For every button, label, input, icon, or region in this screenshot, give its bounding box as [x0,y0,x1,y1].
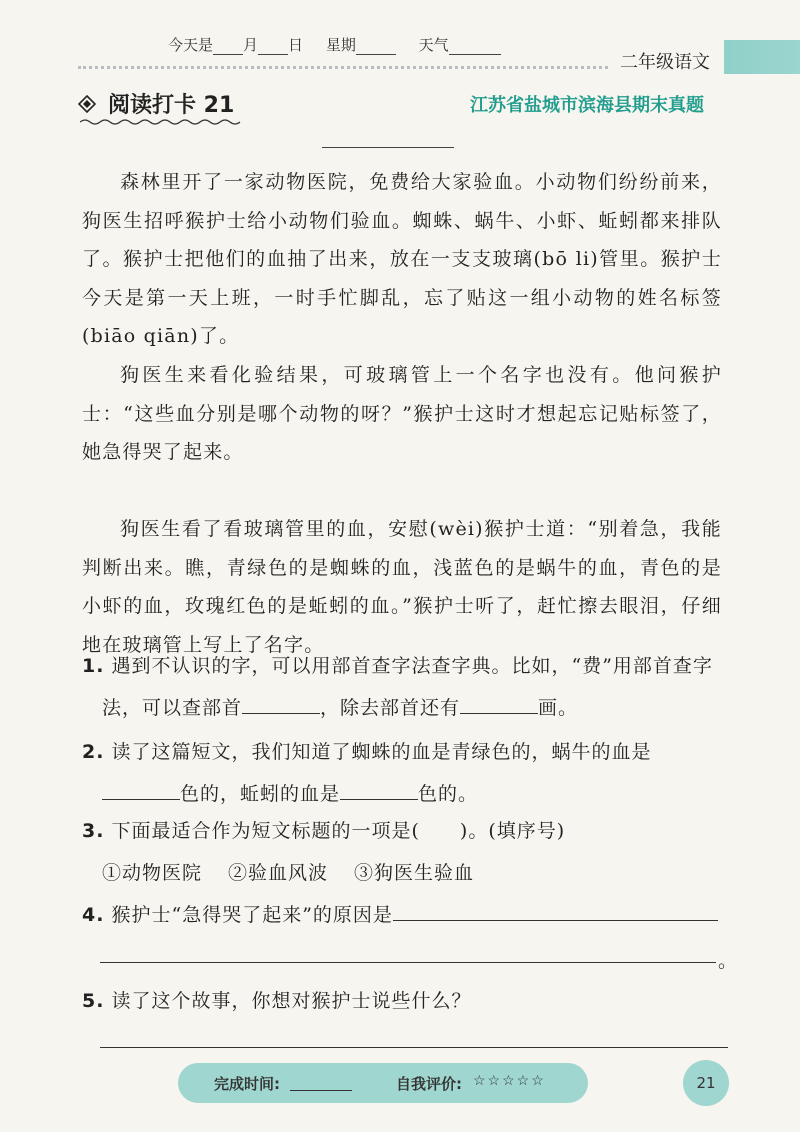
question-number: 4. [82,904,105,926]
passage-paragraph-3: 狗医生看了看玻璃管里的血，安慰(wèi)猴护士道：“别着急，我能判断出来。瞧，青绿色的是蜘蛛的血，浅蓝色的是蜗牛的血，青色的是小虾的血，玫瑰红色的是蚯蚓的血。”猴护士听了，赶忙擦去眼泪，仔细地在玻璃管上写上了名字。 [82,518,722,656]
weather-blank[interactable] [449,54,501,55]
story-title-blank [322,147,454,148]
date-prefix: 今天是 [168,36,214,54]
passage-paragraph-2: 狗医生来看化验结果，可玻璃管上一个名字也没有。他问猴护士：“这些血分别是哪个动物的呀？”猴护士这时才想起忘记贴标签了，她急得哭了起来。 [82,364,722,463]
question-text: 色的。 [418,783,479,805]
question-text: 画。 [538,697,579,719]
grade-subject-label: 二年级语文 [620,52,710,73]
option-2[interactable]: ②验血风波 [228,862,329,884]
question-text: 猴护士“急得哭了起来”的原因是 [111,904,393,926]
weekday-label: 星期 [325,36,356,54]
question-5 [82,980,732,1022]
weekday-blank[interactable] [356,54,396,55]
answer-line[interactable] [100,1047,728,1048]
month-blank[interactable] [213,54,243,55]
question-number: 5. [82,990,105,1012]
completion-time-blank[interactable] [290,1090,352,1091]
question-number: 3. [82,820,105,842]
weather-label: 天气 [418,36,449,54]
question-2 [82,731,732,815]
answer-blank[interactable] [242,691,320,714]
question-text: ，除去部首还有 [320,697,461,719]
date-line [168,34,501,55]
question-text: 遇到不认识的字，可以用部首查字法查字典。比如，“费”用部首查字 [111,655,713,677]
answer-blank[interactable] [340,777,418,800]
answer-line[interactable] [100,962,716,963]
passage-paragraph-1: 森林里开了一家动物医院，免费给大家验血。小动物们纷纷前来，狗医生招呼猴护士给小动物们验血。蜘蛛、蜗牛、小虾、蚯蚓都来排队了。猴护士把他们的血抽了出来，放在一支支玻璃(bō li)管里。猴护士今天是第一天上班，一时手忙脚乱，忘了贴这一组小动物的姓名标签(biāo qiān)了。 [82,171,722,347]
answer-blank[interactable] [460,691,538,714]
option-3[interactable]: ③狗医生验血 [354,862,475,884]
question-text: 法，可以查部首 [102,697,243,719]
question-number: 2. [82,741,105,763]
period-mark: 。 [718,950,738,972]
question-text: 读了这个故事，你想对猴护士说些什么？ [111,990,472,1012]
day-label: 日 [288,36,304,54]
question-1 [82,645,732,729]
rating-stars[interactable]: ☆☆☆☆☆ [473,1073,546,1089]
diamond-icon [78,95,96,113]
question-text: 下面最适合作为短文标题的一项是( )。(填序号) [111,820,566,842]
answer-blank[interactable] [393,898,718,921]
answer-blank[interactable] [102,777,180,800]
wavy-underline [80,118,245,126]
page-number: 21 [683,1060,729,1106]
option-1[interactable]: ①动物医院 [102,862,203,884]
dotted-divider [78,66,698,69]
question-number: 1. [82,655,105,677]
exam-source-title: 江苏省盐城市滨海县期末真题 [470,95,704,116]
month-label: 月 [243,36,259,54]
day-blank[interactable] [258,54,288,55]
question-3 [82,810,732,894]
completion-time-label: 完成时间: [214,1075,280,1093]
self-evaluation-label: 自我评价: [396,1075,462,1093]
reading-card-title: 阅读打卡 21 [108,93,235,118]
question-4 [82,894,732,936]
question-text: 色的，蚯蚓的血是 [180,783,341,805]
question-text: 读了这篇短文，我们知道了蜘蛛的血是青绿色的，蜗牛的血是 [111,741,652,763]
